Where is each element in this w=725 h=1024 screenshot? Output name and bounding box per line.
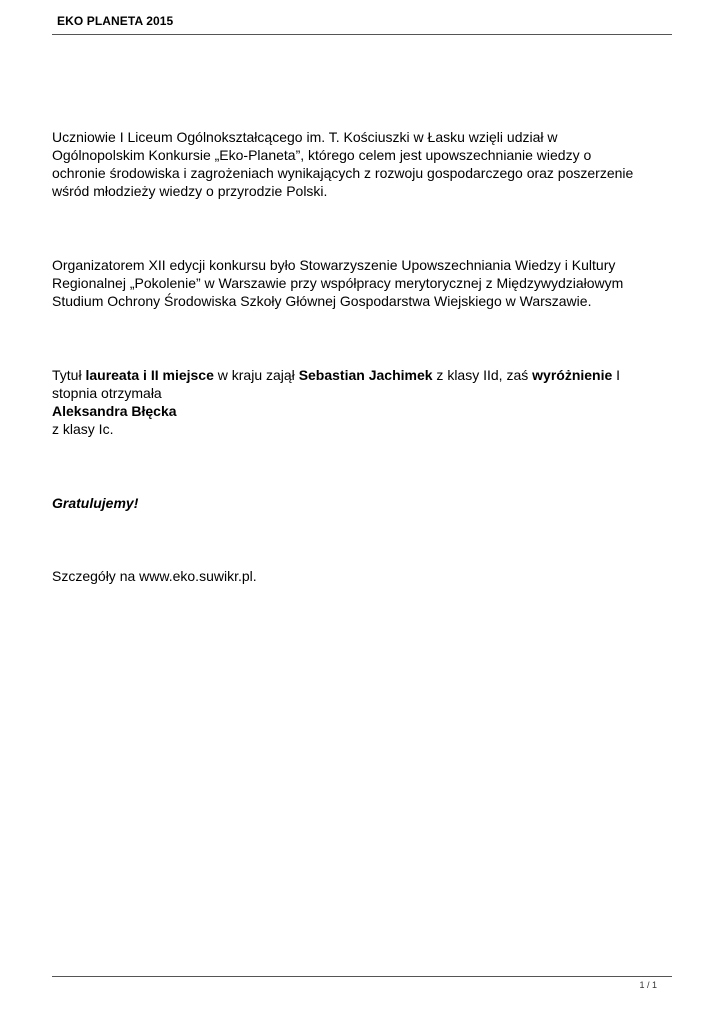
- intro-line: ochronie środowiska i zagrożeniach wynikających z rozwoju gospodarczego oraz poszerzenie: [52, 165, 634, 181]
- intro-line: Ogólnopolskim Konkursie „Eko-Planeta”, którego celem jest upowszechnianie wiedzy o: [52, 147, 592, 163]
- results-line: [52, 366, 672, 384]
- results-text: w kraju zajął: [213, 367, 299, 383]
- organizer-line: Studium Ochrony Środowiska Szkoły Głównej Gospodarstwa Wiejskiego w Warszawie.: [52, 293, 592, 309]
- article-body: [52, 128, 672, 585]
- results-line: z klasy Ic.: [52, 421, 114, 437]
- intro-paragraph: [52, 128, 672, 200]
- intro-line: Uczniowie I Liceum Ogólnokształcącego im. T. Kościuszki w Łasku wzięli udział w: [52, 129, 558, 145]
- intro-line: wśród młodzieży wiedzy o przyrodzie Polski.: [52, 183, 328, 199]
- header-divider: [52, 34, 672, 35]
- results-text: z klasy IId, zaś: [432, 367, 533, 383]
- award-title: laureata i II miejsce: [85, 367, 214, 383]
- document-title: EKO PLANETA 2015: [57, 14, 174, 28]
- details-note: Szczegóły na www.eko.suwikr.pl.: [52, 568, 257, 584]
- distinction-name: Aleksandra Błęcka: [52, 403, 177, 419]
- congratulations: Gratulujemy!: [52, 495, 139, 511]
- results-line: stopnia otrzymała: [52, 385, 162, 401]
- footer-divider: [52, 976, 672, 977]
- results-text: I: [612, 367, 621, 383]
- organizer-line: Regionalnej „Pokolenie” w Warszawie przy współpracy merytorycznej z Międzywydziałowym: [52, 275, 624, 291]
- organizer-line: Organizatorem XII edycji konkursu było Stowarzyszenie Upowszechniania Wiedzy i Kultury: [52, 257, 616, 273]
- results-paragraph: [52, 366, 672, 438]
- organizer-paragraph: [52, 256, 672, 310]
- results-text: Tytuł: [52, 367, 86, 383]
- distinction-title: wyróżnienie: [532, 367, 613, 383]
- laureate-name: Sebastian Jachimek: [298, 367, 433, 383]
- page-number: 1 / 1: [639, 980, 657, 990]
